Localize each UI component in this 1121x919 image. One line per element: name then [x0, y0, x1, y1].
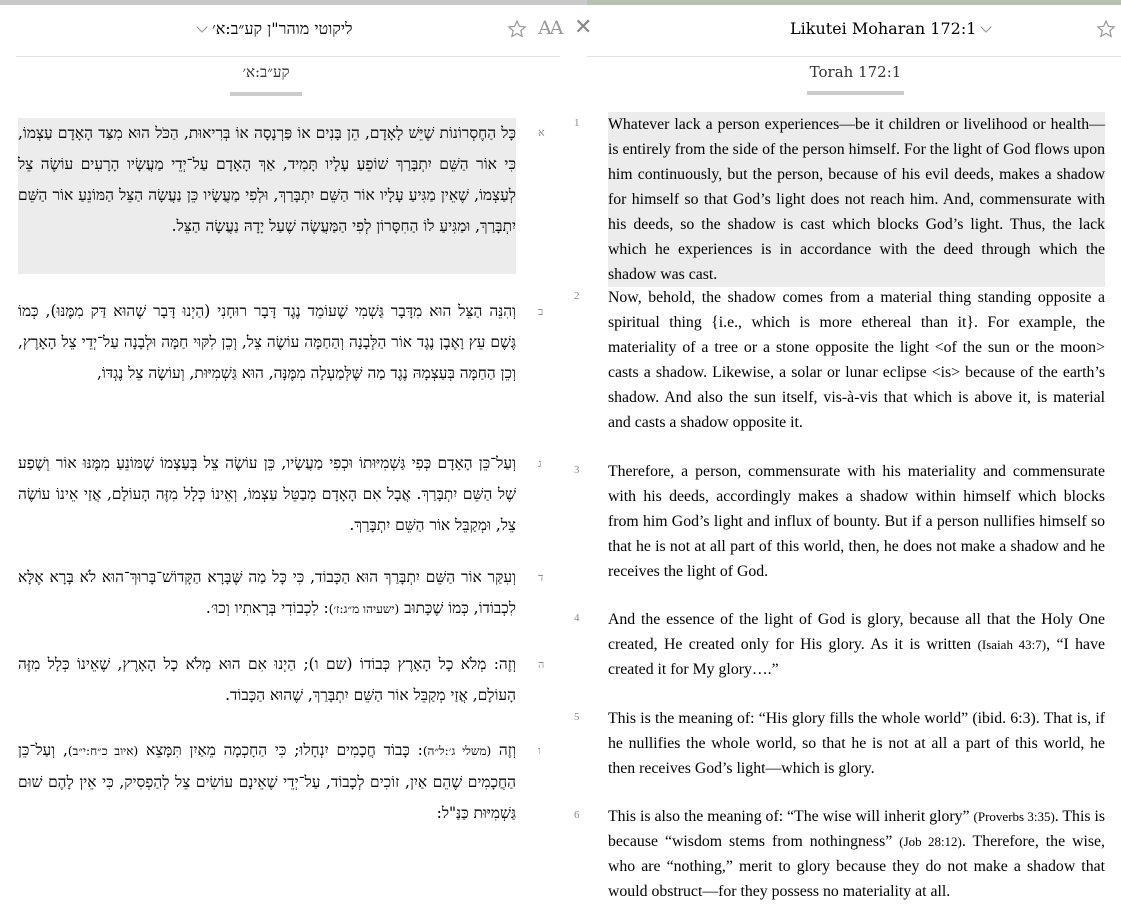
segment-number: ד: [538, 571, 544, 584]
english-text: This is also the meaning of: “The wise will inherit glory”: [608, 808, 974, 825]
hebrew-title: ליקוטי מוהר"ן קע״ב:א׳: [212, 19, 353, 38]
scripture-reference[interactable]: (Proverbs 3:35): [973, 809, 1055, 824]
english-text: And the essence of the light of God is glory, because all that the Holy One created, He created only for His glory. As it is written: [608, 611, 1105, 653]
scripture-reference[interactable]: (Job 28:12): [899, 834, 962, 849]
hebrew-section-heading: קע״ב:א׳: [230, 63, 302, 96]
segment-number: א: [538, 126, 545, 139]
chevron-down-icon: [981, 21, 992, 32]
close-icon[interactable]: ✕: [574, 15, 593, 40]
segment-number: ב: [538, 305, 544, 318]
english-segment-5[interactable]: This is the meaning of: “His glory fills the whole world” (ibid. 6:3). That is, if he nullifies the whole world, so that he is not at all a part of this world, he then receives God’s light—which is glory.: [608, 710, 1105, 777]
segment-number: 5: [574, 711, 580, 723]
hebrew-pane-header: [16, 5, 560, 57]
hebrew-segment-2[interactable]: וְהִנֵּה הַצֵּל הוּא מִדָּבָר גַּשְׁמִי שֶׁעוֹמֵד נֶגֶד דָּבָר רוּחָנִי (הַיְנוּ דָּבָר שֶׁהוּא דַּק מִמֶּנּוּ), כְּמוֹ גֶּשֶׁם עֵץ וָאֶבֶן נֶגֶד אוֹר הַלְּבָנָה וְהַחַמָּה עוֹשֶׂה צֵל, וְכֵן לִקּוּי חַמָּה וּלְבָנָה עַל־יְדֵי צֵל הָאָרֶץ, וְכֵן הַחַמָּה בְּעַצְמָהּ נֶגֶד מַה שֶּׁלְּמַעְלָה מִמֶּנָּה, הוּא גַּשְׁמִיּוּת, וְעוֹשָׂה צֵל נֶגְדּוֹ,: [18, 302, 516, 382]
segment-number: ה: [538, 658, 545, 671]
english-text: , “I have created it for My glory….”: [608, 636, 1105, 678]
hebrew-segment-5[interactable]: וְזֶה: מְלֹא כָל הָאָרֶץ כְּבוֹדוֹ (שם ו); הַיְנוּ אִם הוּא מְלֹא כָל הָאָרֶץ, שֶׁאֵינוֹ כְּלָל מִזֶּה הָעוֹלָם, אֲזַי מְקַבֵּל אוֹר הַשֵּׁם יִתְבָּרַךְ, שֶׁהוּא הַכָּבוֹד.: [18, 655, 516, 704]
hebrew-segment-3[interactable]: וְעַל־כֵּן הָאָדָם כְּפִי גַּשְׁמִיּוּתוֹ וּכְפִי מַעֲשָׂיו, כֵּן עוֹשֶׂה צֵל בְּעַצְמוֹ שֶׁמּוֹנֵעַ מִמֶּנּוּ אוֹר וְשֶׁפַע שֶׁל הַשֵּׁם יִתְבָּרַךְ. אֲבָל אִם הָאָדָם מְבַטֵּל עַצְמוֹ, וְאֵינוֹ כְּלָל מִזֶּה הָעוֹלָם, אֲזַי אֵינוֹ עוֹשֶׂה צֵל, וּמְקַבֵּל אוֹר הַשֵּׁם יִתְבָּרַךְ.: [18, 454, 516, 534]
star-icon[interactable]: [1096, 19, 1116, 39]
segment-number: 4: [574, 612, 580, 624]
star-icon[interactable]: [507, 19, 527, 39]
hebrew-text: : לִכְבוֹדִי בְּרָאתִיו וְכוּ׳.: [205, 599, 329, 617]
english-segment-4[interactable]: [608, 607, 1105, 682]
scripture-reference[interactable]: (ישעיהו מ״ג:ז׳): [328, 602, 400, 616]
segment-number: 1: [574, 117, 580, 129]
scripture-reference[interactable]: (Isaiah 43:7): [977, 637, 1047, 652]
chevron-down-icon: [196, 21, 207, 32]
english-segment-1[interactable]: Whatever lack a person experiences—be it children or livelihood or health—is entirely from the side of the person himself. For the light of God flows upon him continuously, but the person, because of his evil deeds, makes a shadow for himself so that God’s light does not reach him. And, commensurate with his deeds, so the shadow is cast which blocks God’s light. Thus, the lack which he experiences is in accordance with the deed through which the shadow was cast.: [608, 112, 1105, 287]
hebrew-segment-4[interactable]: [18, 562, 516, 625]
hebrew-text: , וְעַל־כֵּן הַחֲכָמִים שֶׁהֵם אַיִן, זוֹכִים לְכָבוֹד, עַל־יְדֵי שֶׁאֵינָם עוֹשִׂים צֵל לְהַפְסִיק, כִּי אֵין לָהֶם שׁוּם גַּשְׁמִיּוּת כַּנַּ"ל:: [18, 741, 516, 822]
english-segment-2[interactable]: Now, behold, the shadow comes from a material thing standing opposite a spiritual thing {i.e., which is more ethereal than it}. For example, the materiality of a tree or a stone opposite the light <of the sun or the moon> casts a shadow. Likewise, a solar or lunar eclipse <is> because of the earth’s shadow. And also the sun itself, vis-à-vis that which is above it, is material and casts a shadow opposite it.: [608, 289, 1105, 431]
segment-number: ו: [538, 744, 541, 757]
english-pane-header: [574, 5, 1121, 57]
hebrew-text: וְעִקַּר אוֹר הַשֵּׁם יִתְבָּרַךְ הוּא הַכָּבוֹד, כִּי כָּל מַה שֶּׁבָּרָא הַקָּדוֹשׁ־בָּרוּךְ־הוּא לֹא בָּרָא אֶלָּא לִכְבוֹדוֹ, כְּמוֹ שֶׁכָּתוּב: [18, 568, 516, 617]
hebrew-pane: [0, 5, 560, 919]
hebrew-segment-1[interactable]: כָּל הַחֶסְרוֹנוֹת שֶׁיֵּשׁ לָאָדָם, הֵן בָּנִים אוֹ פַּרְנָסָה אוֹ בְּרִיאוּת, הַכֹּל הוּא מִצַּד הָאָדָם עַצְמוֹ, כִּי אוֹר הַשֵּׁם יִתְבָּרַךְ שׁוֹפֵעַ עָלָיו תָּמִיד, אַךְ הָאָדָם עַל־יְדֵי מַעֲשָׂיו הָרָעִים עוֹשֶׂה צֵל לְעַצְמוֹ, שֶׁאֵין מַגִּיעַ עָלָיו אוֹר הַשֵּׁם יִתְבָּרַךְ, וּלְפִי מַעֲשָׂיו כֵּן נַעֲשָׂה הַצֵּל הַמּוֹנֵעַ אוֹר הַשֵּׁם יִתְבָּרַךְ, וּמַגִּיעַ לוֹ הַחִסָּרוֹן לְפִי הַמַּעֲשֶׂה שֶׁעַל יָדָהּ נַעֲשָׂה הַצֵּל.: [18, 118, 516, 274]
segment-number: 2: [574, 290, 580, 302]
scripture-reference[interactable]: (משלי ג׳:ל״ה): [422, 744, 492, 758]
hebrew-title-dropdown[interactable]: [192, 19, 353, 39]
hebrew-text: וְזֶה: [498, 741, 517, 759]
segment-number: ג: [538, 457, 542, 470]
english-section-heading: Torah 172:1: [807, 63, 904, 95]
english-title: Likutei Moharan 172:1: [790, 19, 977, 38]
hebrew-segment-6[interactable]: [18, 735, 516, 829]
english-segment-6[interactable]: [608, 804, 1105, 904]
english-segment-3[interactable]: Therefore, a person, commensurate with his materiality and commensurate with his deeds, accordingly makes a shadow within himself which blocks from him God’s light and influx of bounty. But if a person nullifies himself so that he is not at all part of this world, then, he does not make a shadow and he receives the light of God.: [608, 463, 1105, 580]
hebrew-text: : כָּבוֹד חֲכָמִים יִנְחָלוּ; כִּי הַחָכְמָה מֵאַיִן תִּמָּצֵא: [145, 741, 423, 759]
english-pane: [560, 5, 1121, 919]
font-size-icon[interactable]: AA: [538, 17, 562, 39]
segment-number: 6: [574, 809, 580, 821]
english-title-dropdown[interactable]: [790, 19, 996, 38]
english-text: . This is because “wisdom stems from nothingness”: [608, 808, 1105, 850]
scripture-reference[interactable]: (איוב כ״ח:י״ב): [67, 744, 139, 758]
english-text: . Therefore, the wise, who are “nothing,” merit to glory because they do not make a shadow that would obstruct—for they possess no materiality at all.: [608, 833, 1105, 900]
segment-number: 3: [574, 464, 580, 476]
